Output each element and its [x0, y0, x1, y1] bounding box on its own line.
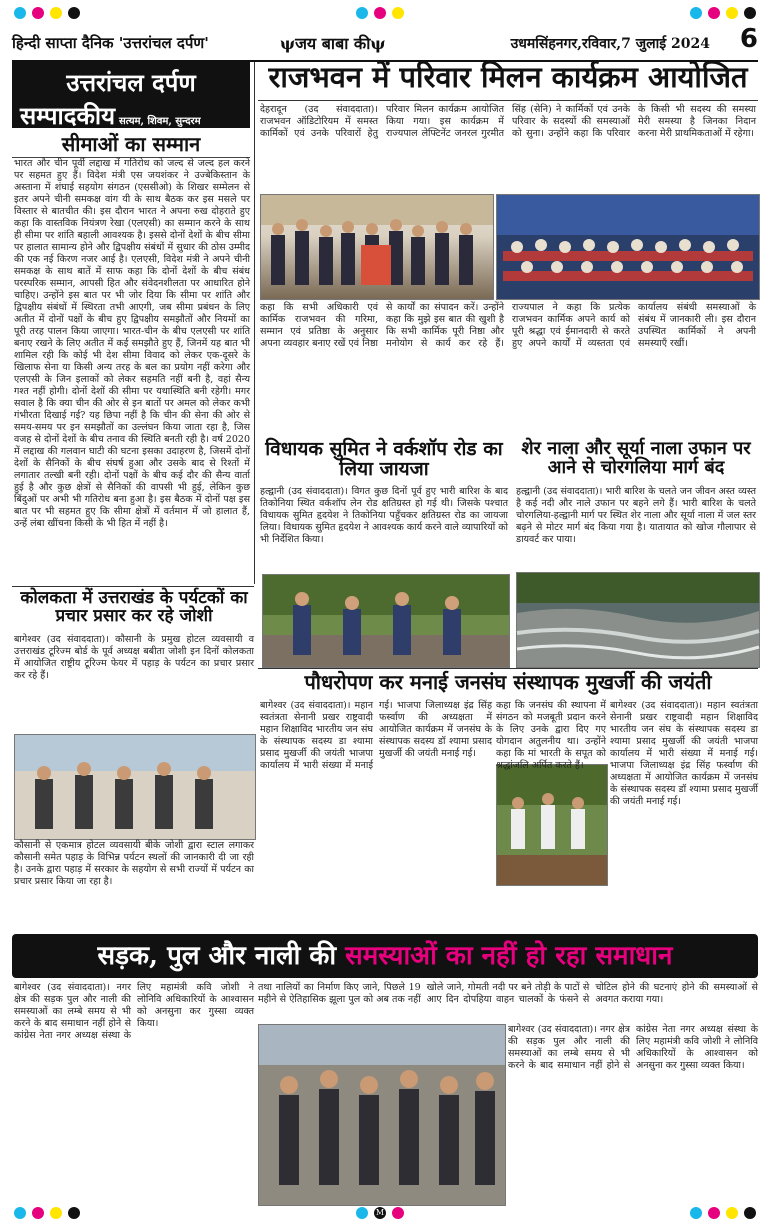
lead-photo-left — [260, 194, 494, 300]
editorial-section-title: सम्पादकीय — [20, 101, 116, 130]
masthead-slogan: ψजय बाबा कीψ — [280, 34, 386, 53]
kolkata-body-continued: कौसानी से एकमात्र होटल व्यवसायी बीके जोशी द्वारा स्टाल लगाकर कौसानी समेत पहाड़ के विभिन्न पर्यटन स्थलों की जानकारी दी जा रही है। उनके द्वारा पहाड़ में सरकार के सहयोग से सभी राज्यों में पर्यटन का प्रचार प्रसार किया जा रहा है। — [14, 840, 254, 887]
vidhayak-photo — [262, 574, 510, 668]
sadak-body-continued: तथा नालियों का निर्माण किए जाने, पिछले 19 महीने से ऐतिहासिक झूला पुल को अब तक नहीं खोले जाने, गोमती नदी पर बने तोड़ी के पाटों से आए दिन दोपहिया वाहन चालकों के फंसने से चोटिल होने की घटनाएं होने की समस्याओं से अवगत कराया गया। — [258, 982, 758, 1005]
masthead — [12, 26, 758, 62]
sadak-headline-part1: सड़क, पुल और नाली की — [97, 941, 337, 971]
top-color-dots-right — [690, 6, 756, 20]
divider — [12, 586, 254, 587]
paudharopan-headline: पौधरोपण कर मनाई जनसंघ संस्थापक मुखर्जी की जयंती — [304, 670, 712, 694]
footer-mark: M — [375, 1208, 385, 1217]
column-divider — [254, 62, 255, 584]
sadak-body: बागेश्वर (उद संवाददाता)। नगर क्षेत्र की सड़क पुल और नाली की समस्याओं का लम्बे समय से भी करने के बाद समाधान नहीं होने से कांग्रेस नेता नगर अध्यक्ष संस्था के लिए महामंत्री कवि जोशी ने लोनिवि अधिकारियों के आश्वासन को अनसुना कर गुस्सा व्यक्त किया। — [14, 982, 254, 1041]
bottom-color-dots-center — [356, 1206, 404, 1220]
lead-body: देहरादून (उद संवाददाता)। राजभवन ऑडिटोरियम में समस्त कार्मिकों एवं उनके परिवारों हेतु परिवार मिलन कार्यक्रम आयोजित किया गया। इस कार्यक्रम में राज्यपाल लेफ्टिनेंट जनरल गुरमीत सिंह (सेनि) ने कार्मिकों एवं उनके परिवार के सदस्यों की समस्याओं को सुना। उन्होंने कहा कि परिवार के किसी भी सदस्य की समस्या मेरी समस्या है जिनका निदान करना मेरी प्राथमिकताओं में रहेगा। — [260, 104, 756, 139]
bottom-color-dots-left — [14, 1206, 80, 1220]
sadak-headline-banner — [12, 934, 758, 978]
newspaper-name: हिन्दी साप्ता दैनिक 'उत्तरांचल दर्पण' — [12, 34, 209, 52]
page-number: 6 — [739, 24, 758, 54]
trishul-icon: ψ — [280, 34, 296, 53]
editorial-paper-name: उत्तरांचल दर्पण — [66, 68, 196, 97]
vidhayak-headline: विधायक सुमित ने वर्कशॉप रोड का लिया जायजा — [265, 438, 503, 480]
kolkata-photo — [14, 734, 256, 840]
paudharopan-photo — [496, 764, 608, 886]
dateline: उधमसिंहनगर,रविवार,7 जुलाई 2024 — [510, 35, 710, 52]
bottom-color-dots-right — [690, 1206, 756, 1220]
sher-nala-photo — [516, 572, 760, 668]
top-color-dots-left — [14, 6, 80, 20]
top-color-dots-center — [356, 6, 404, 20]
editorial-headline: सीमाओं का सम्मान — [12, 130, 250, 158]
editorial-banner — [12, 62, 250, 128]
vidhayak-body: हल्द्वानी (उद संवाददाता)। विगत कुछ दिनों पूर्व हुए भारी बारिश के बाद तिकोनिया स्थित वर्कशॉप लेन रोड क्षतिग्रस्त हो गई थी। जिसके पश्चात विधायक सुमित हृदयेश ने तिकोनिया पहुँचकर क्षतिग्रस्त रोड का जायजा लिया। विधायक सुमित हृदयेश ने आवश्यक कार्य करने वाले व्यापारियों को भी निर्देशित किया। — [260, 486, 508, 545]
sadak-body-right: बागेश्वर (उद संवाददाता)। नगर क्षेत्र की सड़क पुल और नाली की समस्याओं का लम्बे समय से भी करने के बाद समाधान नहीं होने से कांग्रेस नेता नगर अध्यक्ष संस्था के लिए महामंत्री कवि जोशी ने लोनिवि अधिकारियों के आश्वासन को अनसुना कर गुस्सा व्यक्त किया। — [508, 1024, 758, 1071]
divider — [258, 668, 758, 669]
sadak-photo — [258, 1024, 506, 1206]
editorial-body: भारत और चीन पूर्वी लद्दाख में गतिरोध को जल्द से जल्द हल करने पर सहमत हुए हैं। विदेश मंत्री एस जयशंकर ने उज्बेकिस्तान के अस्ताना में शंघाई सहयोग संगठन (एससीओ) के शिखर सम्मेलन से इतर अपने चीनी समकक्ष वांग यी के साथ बैठक कर इस मसले पर विस्तार से बातचीत की। इस दौरान भारत ने अपना रुख दोहराते हुए कहा कि वास्तविक नियंत्रण रेखा (एलएसी) का सम्मान करने के साथ ही सीमा पर शांति बहाली आवश्यक है। इससे दोनों देशों के बीच सीमा पर हालात सामान्य होने और द्विपक्षीय संबंधों में सुधार की ठोस उम्मीद की एक नई किरण नजर आई है। एलएसी, विदेश मंत्री ने अपने चीनी समकक्ष के साथ बातें में साफ कहा कि दोनों देशों के बीच संबंध परस्परिक सम्मान, आपसी हित और संवेदनशीलता पर आधारित होने चाहिए। उन्होंने इस बात पर भी जोर दिया कि सीमा पर शांति और द्विपक्षीय संबंधों में स्थिरता तभी आएगी, जब सीमा प्रबंधन के लिए अतीत में दोनों पक्षों के बीच हुए द्विपक्षीय समझौतों और नियमों का पूरी तरह पालन किया जाएगा। भारत-चीन के बीच एलएसी पर शांति बनाए रखने के लिए अतीत में कई समझौते हुए हैं, जिनमें यह बात भी शामिल रही कि कोई भी देश सीमा विवाद को लेकर एक-दूसरे के खिलाफ सेना या किसी अन्य तरह के बल का प्रयोग नहीं करेगा और एलएसी के जिन इलाकों को लेकर सहमति नहीं बनी है, वहां सैन्य गश्त नहीं होगी। दोनों देशों की सीमा पर यथास्थिति बनी रहेगी। मगर सवाल है कि क्या चीन की ओर से इन बातों पर अमल को लेकर कभी गंभीरता दिखाई गई? यह छिपा नहीं है कि चीन की सेना की ओर से समय-समय पर इन समझौतों का उल्लंघन किया जाता रहा है, जिस वजह से दोनों देशों के बीच तनाव की स्थिति बनती रही है। वर्ष 2020 में लद्दाख की गलवान घाटी की घटना इसका उदाहरण है, जिसमें दोनों देशों के सैनिकों के बीच संघर्ष हुआ और उसके बाद से रिश्तों में लगातार तल्खी बनी रही। दोनों पक्षों के बीच कई दौर की सैन्य वार्ता हुई है और कुछ क्षेत्रों से सैनिकों की वापसी भी हुई, लेकिन कुछ बिंदुओं पर अभी भी गतिरोध बना हुआ है। इस बैठक में दोनों पक्ष इस बात पर भी सहमत हुए कि सीमा क्षेत्रों में वर्तमान में जो हालात हैं, उन्हें लंबा खींचना किसी के भी हित में नहीं है। — [14, 158, 250, 529]
lead-headline: राजभवन में परिवार मिलन कार्यक्रम आयोजित — [268, 60, 748, 94]
trishul-icon-right: ψ — [370, 34, 386, 53]
lead-body-continued: कहा कि सभी अधिकारी एवं कार्मिक राजभवन की गरिमा, सम्मान एवं प्रतिष्ठा के अनुसार अपना व्यवहार बनाए रखें एवं निष्ठा से कार्यों का संपादन करें। उन्होंने कहा कि मुझे इस बात की खुशी है कि सभी कार्मिक पूरी निष्ठा और मनोयोग से कार्य कर रहे हैं। राज्यपाल ने कहा कि प्रत्येक राजभवन कार्मिक अपने कार्य को पूरी श्रद्धा एवं ईमानदारी से करते हुए अपने कार्यों में व्यस्तता एवं कार्यालय संबंधी समस्याओं के संबंध में जानकारी ली। इस दौरान उपस्थित कार्मिकों ने अपनी समस्याएँ रखीं। — [260, 302, 756, 349]
sher-nala-headline: शेर नाला और सूर्या नाला उफान पर आने से चोरगलिया मार्ग बंद — [521, 438, 751, 478]
kolkata-body: बागेश्वर (उद संवाददाता)। कौसानी के प्रमुख होटल व्यवसायी व उत्तराखंड टूरिज्म बोर्ड के पूर्व अध्यक्ष बबीता जोशी इन दिनों कोलकता में आयोजित राष्ट्रीय टूरिज्म फेयर में पहाड़ के पर्यटन का प्रचार प्रसार कर रहे हैं। — [14, 634, 254, 681]
kolkata-headline: कोलकता में उत्तराखंड के पर्यटकों का प्रचार प्रसार कर रहे जोशी — [20, 588, 248, 626]
paudharopan-body-continued: कहा कि जनसंघ की स्थापना में संगठन को मजबूती प्रदान करने के लिए उनके द्वारा दिए गए योगदान अतुलनीय था। उन्होंने कहा कि मां भारती के सपूत को श्रद्धांजलि अर्पित करते हैं। — [496, 700, 606, 771]
editorial-motto: सत्यम, शिवम, सुन्दरम — [119, 116, 201, 127]
sher-nala-body: हल्द्वानी (उद संवाददाता)। भारी बारिश के चलते जन जीवन अस्त व्यस्त है कई नदी और नाले उफान पर बहने लगे हैं। भारी बारिश के चलते चोरगलिया-हल्द्वानी मार्ग पर स्थित शेर नाला और सूर्या नाला में जल स्तर बढ़ने से मोटर मार्ग बंद किया गया है। यातायात को खोज गौलापार से डायवर्ट कर पाया। — [516, 486, 756, 545]
paudharopan-body-right: बागेश्वर (उद संवाददाता)। महान स्वतंत्रता सेनानी प्रखर राष्ट्रवादी महान शिक्षाविद भारतीय जन संघ के संस्थापक सदस्य डा श्यामा प्रसाद मुखर्जी की जयंती भाजपा कार्यालय में भारी संख्या में मनाई गई। भाजपा जिलाध्यक्ष इंद्र सिंह फर्स्वाण की अध्यक्षता में आयोजित कार्यक्रम में जनसंघ के संस्थापक सदस्य डॉ श्यामा प्रसाद मुखर्जी की जयंती मनाई गई। — [610, 700, 758, 807]
sadak-headline-part2: समस्याओं का नहीं हो रहा समाधान — [345, 941, 673, 971]
paudharopan-body: बागेश्वर (उद संवाददाता)। महान स्वतंत्रता सेनानी प्रखर राष्ट्रवादी महान शिक्षाविद भारतीय जन संघ के संस्थापक सदस्य डा श्यामा प्रसाद मुखर्जी की जयंती भाजपा कार्यालय में भारी संख्या में मनाई गई। भाजपा जिलाध्यक्ष इंद्र सिंह फर्स्वाण की अध्यक्षता में आयोजित कार्यक्रम में जनसंघ के संस्थापक सदस्य डॉ श्यामा प्रसाद मुखर्जी की जयंती मनाई गई। — [260, 700, 492, 771]
lead-photo-right — [496, 194, 760, 300]
divider — [258, 100, 758, 101]
